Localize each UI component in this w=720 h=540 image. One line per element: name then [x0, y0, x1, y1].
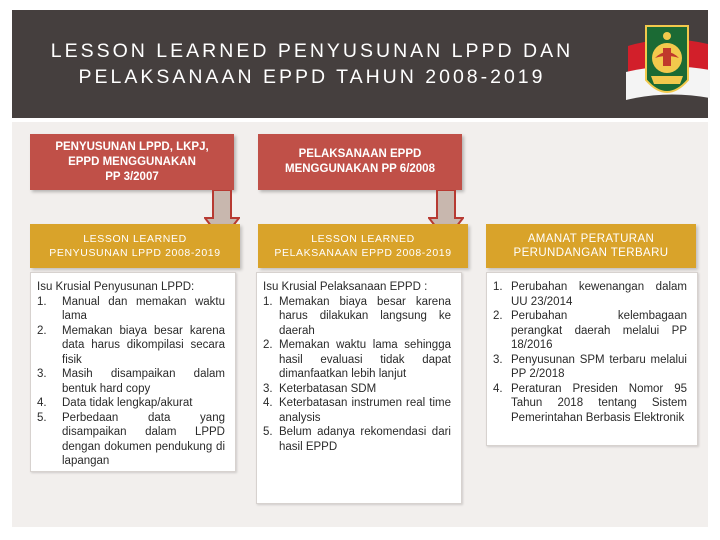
- list-item: [37, 411, 225, 469]
- list-item-number: 4.: [263, 397, 273, 409]
- list-item-text: Data tidak lengkap/akurat: [62, 397, 193, 409]
- list-item-number: 4.: [493, 382, 503, 395]
- box-amanat-peraturan: [486, 224, 696, 268]
- box-lesson-learned-lppd: [30, 224, 240, 268]
- list-item-text: Keterbatasan instrumen real time analysis: [279, 397, 451, 424]
- list-item: [493, 309, 687, 353]
- list-item-text: Memakan biaya besar karena harus dilakukan langsung ke daerah: [279, 295, 451, 337]
- list-intro: Isu Krusial Pelaksanaan EPPD :: [263, 281, 428, 293]
- list-item-text: Perubahan kelembagaan perangkat daerah melalui PP 18/2016: [511, 310, 687, 351]
- list-item-number: 3.: [263, 382, 273, 395]
- list-item-number: 2.: [493, 310, 503, 322]
- list-item-number: 3.: [37, 368, 47, 380]
- list-item: [263, 295, 451, 339]
- list-item-text: Penyusunan SPM terbaru melalui PP 2/2018: [511, 353, 687, 380]
- list-item-text: Peraturan Presiden Nomor 95 Tahun 2018 tentang Sistem Pemerintahan Berbasis Elektronik: [511, 382, 687, 424]
- list-isu-pelaksanaan: [256, 272, 462, 504]
- list-item-number: 4.: [37, 397, 47, 409]
- list-item: [263, 338, 451, 382]
- list-item: [493, 280, 687, 309]
- slide-header: [12, 10, 708, 118]
- box-penyusunan-lppd: [30, 134, 234, 190]
- list-item-text: Masih disampaikan dalam bentuk hard copy: [62, 368, 225, 395]
- list-item: [263, 425, 451, 454]
- box-penyusunan-lppd-label: PENYUSUNAN LPPD, LKPJ, EPPD MENGGUNAKAN PP 3/2007: [55, 140, 209, 183]
- list-item: [493, 382, 687, 426]
- list-item-number: 5.: [263, 426, 273, 438]
- list-item-text: Belum adanya rekomendasi dari hasil EPPD: [279, 426, 451, 453]
- box-amanat-peraturan-label: AMANAT PERATURAN PERUNDANGAN TERBARU: [513, 233, 669, 259]
- list-amanat-peraturan: [486, 272, 698, 446]
- list-item-number: 2.: [37, 324, 47, 337]
- list-item-number: 1.: [493, 281, 503, 293]
- box-pelaksanaan-eppd-label: PELAKSANAAN EPPD MENGGUNAKAN PP 6/2008: [285, 148, 435, 175]
- list-item-number: 1.: [263, 295, 273, 308]
- list-item-text: Perbedaan data yang disampaikan dalam LPPD dengan dokumen pendukung di lapangan: [62, 411, 225, 467]
- list-item-number: 5.: [37, 411, 47, 424]
- list-item-number: 1.: [37, 295, 47, 308]
- slide-title: [12, 38, 612, 90]
- list-item: [493, 353, 687, 382]
- list-item: [263, 396, 451, 425]
- list-item: [37, 324, 225, 368]
- list-item-number: 2.: [263, 339, 273, 351]
- list-item-text: Memakan waktu lama sehingga hasil evaluasi tidak dapat dimanfaatkan lebih lanjut: [279, 339, 451, 380]
- list-item: [37, 396, 225, 411]
- slide-title-line1: LESSON LEARNED PENYUSUNAN LPPD DAN: [50, 40, 574, 62]
- box-lesson-learned-lppd-label: LESSON LEARNED PENYUSUNAN LPPD 2008-2019: [49, 233, 221, 259]
- list-item-text: Keterbatasan SDM: [279, 382, 377, 395]
- list-item-text: Manual dan memakan waktu lama: [62, 295, 225, 322]
- list-item-number: 3.: [493, 353, 503, 366]
- list-item-text: Memakan biaya besar karena data harus dikompilasi secara fisik: [62, 324, 225, 366]
- slide-title-line2: PELAKSANAAN EPPD TAHUN 2008-2019: [78, 66, 546, 88]
- box-pelaksanaan-eppd: [258, 134, 462, 190]
- list-item: [37, 295, 225, 324]
- garuda-emblem-icon: [622, 18, 712, 110]
- box-lesson-learned-eppd: [258, 224, 468, 268]
- list-item-text: Perubahan kewenangan dalam UU 23/2014: [511, 281, 687, 308]
- list-intro: Isu Krusial Penyusunan LPPD:: [37, 281, 195, 293]
- list-item: [37, 367, 225, 396]
- box-lesson-learned-eppd-label: LESSON LEARNED PELAKSANAAN EPPD 2008-2019: [274, 233, 452, 259]
- list-item: [263, 382, 451, 397]
- list-isu-penyusunan: [30, 272, 236, 472]
